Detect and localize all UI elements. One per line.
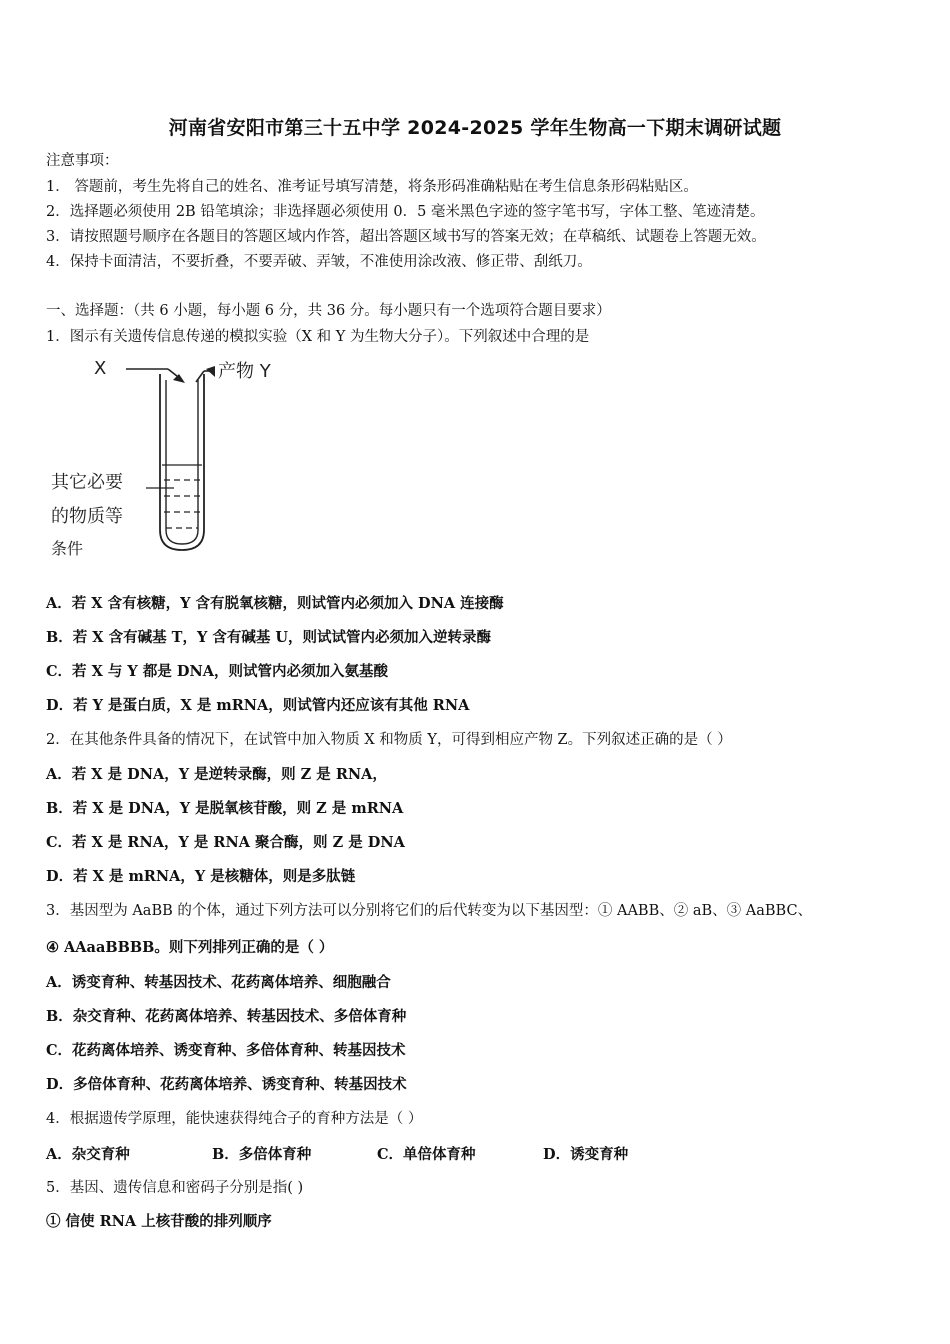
q1-stem: 1．图示有关遗传信息传递的模拟实验（X 和 Y 为生物大分子）。下列叙述中合理的是	[46, 329, 590, 345]
notice-heading: 注意事项：	[46, 153, 119, 169]
reactant-x-label: X	[94, 358, 107, 379]
q1-option-a: A．若 X 含有核糖，Y 含有脱氧核糖，则试管内必须加入 DNA 连接酶	[46, 595, 504, 612]
q2-option-c: C．若 X 是 RNA，Y 是 RNA 聚合酶，则 Z 是 DNA	[46, 834, 405, 851]
q5-stem: 5．基因、遗传信息和密码子分别是指( )	[46, 1180, 304, 1196]
q4-option-c: C．单倍体育种	[377, 1146, 476, 1163]
q4-stem: 4．根据遗传学原理，能快速获得纯合子的育种方法是（ ）	[46, 1111, 423, 1127]
q2-option-a: A．若 X 是 DNA，Y 是逆转录酶，则 Z 是 RNA，	[46, 766, 387, 783]
q1-option-b: B．若 X 含有碱基 T，Y 含有碱基 U，则试试管内必须加入逆转录酶	[46, 629, 492, 646]
q3-option-d: D．多倍体育种、花药离体培养、诱变育种、转基因技术	[46, 1076, 407, 1093]
conditions-label-line2: 的物质等	[51, 506, 123, 527]
test-tube-diagram	[46, 360, 306, 570]
notice-item-3: 3．请按照题号顺序在各题目的答题区域内作答，超出答题区域书写的答案无效；在草稿纸、试题卷上答题无效。	[46, 229, 766, 245]
notice-item-1: 1． 答题前，考生先将自己的姓名、准考证号填写清楚，将条形码准确粘贴在考生信息条形码粘贴区。	[46, 179, 698, 195]
test-tube-figure	[46, 360, 306, 570]
q4-option-d: D．诱变育种	[543, 1146, 629, 1163]
section-heading: 一、选择题：（共 6 小题，每小题 6 分，共 36 分。每小题只有一个选项符合题目要求）	[46, 303, 611, 319]
q3-stem-line1: 3．基因型为 AaBB 的个体，通过下列方法可以分别将它们的后代转变为以下基因型：① AABB、② aB、③ AaBBC、	[46, 903, 813, 919]
page-title: 河南省安阳市第三十五中学 2024-2025 学年生物高一下期末调研试题	[168, 117, 782, 139]
q4-option-b: B．多倍体育种	[212, 1146, 312, 1163]
q3-option-a: A．诱变育种、转基因技术、花药离体培养、细胞融合	[46, 974, 391, 991]
q3-option-b: B．杂交育种、花药离体培养、转基因技术、多倍体育种	[46, 1008, 407, 1025]
conditions-label-line1: 其它必要	[51, 472, 123, 493]
notice-item-2: 2．选择题必须使用 2B 铅笔填涂；非选择题必须使用 0．5 毫米黑色字迹的签字笔书写，字体工整、笔迹清楚。	[46, 204, 765, 220]
q3-option-c: C．花药离体培养、诱变育种、多倍体育种、转基因技术	[46, 1042, 406, 1059]
q3-stem-line2: ④ AAaaBBBB。则下列排列正确的是（ ）	[46, 939, 334, 956]
product-y-label: 产物 Y	[218, 361, 271, 382]
q2-stem: 2．在其他条件具备的情况下，在试管中加入物质 X 和物质 Y，可得到相应产物 Z。下列叙述正确的是（ ）	[46, 732, 732, 748]
q4-option-a: A．杂交育种	[46, 1146, 130, 1163]
q2-option-d: D．若 X 是 mRNA，Y 是核糖体，则是多肽链	[46, 868, 356, 885]
notice-item-4: 4．保持卡面清洁，不要折叠，不要弄破、弄皱，不准使用涂改液、修正带、刮纸刀。	[46, 254, 592, 270]
q2-option-b: B．若 X 是 DNA，Y 是脱氧核苷酸，则 Z 是 mRNA	[46, 800, 404, 817]
q1-option-c: C．若 X 与 Y 都是 DNA，则试管内必须加入氨基酸	[46, 663, 388, 680]
q1-option-d: D．若 Y 是蛋白质，X 是 mRNA，则试管内还应该有其他 RNA	[46, 697, 470, 714]
q5-item-1: ① 信使 RNA 上核苷酸的排列顺序	[46, 1213, 272, 1230]
conditions-label-line3: 条件	[51, 539, 84, 558]
